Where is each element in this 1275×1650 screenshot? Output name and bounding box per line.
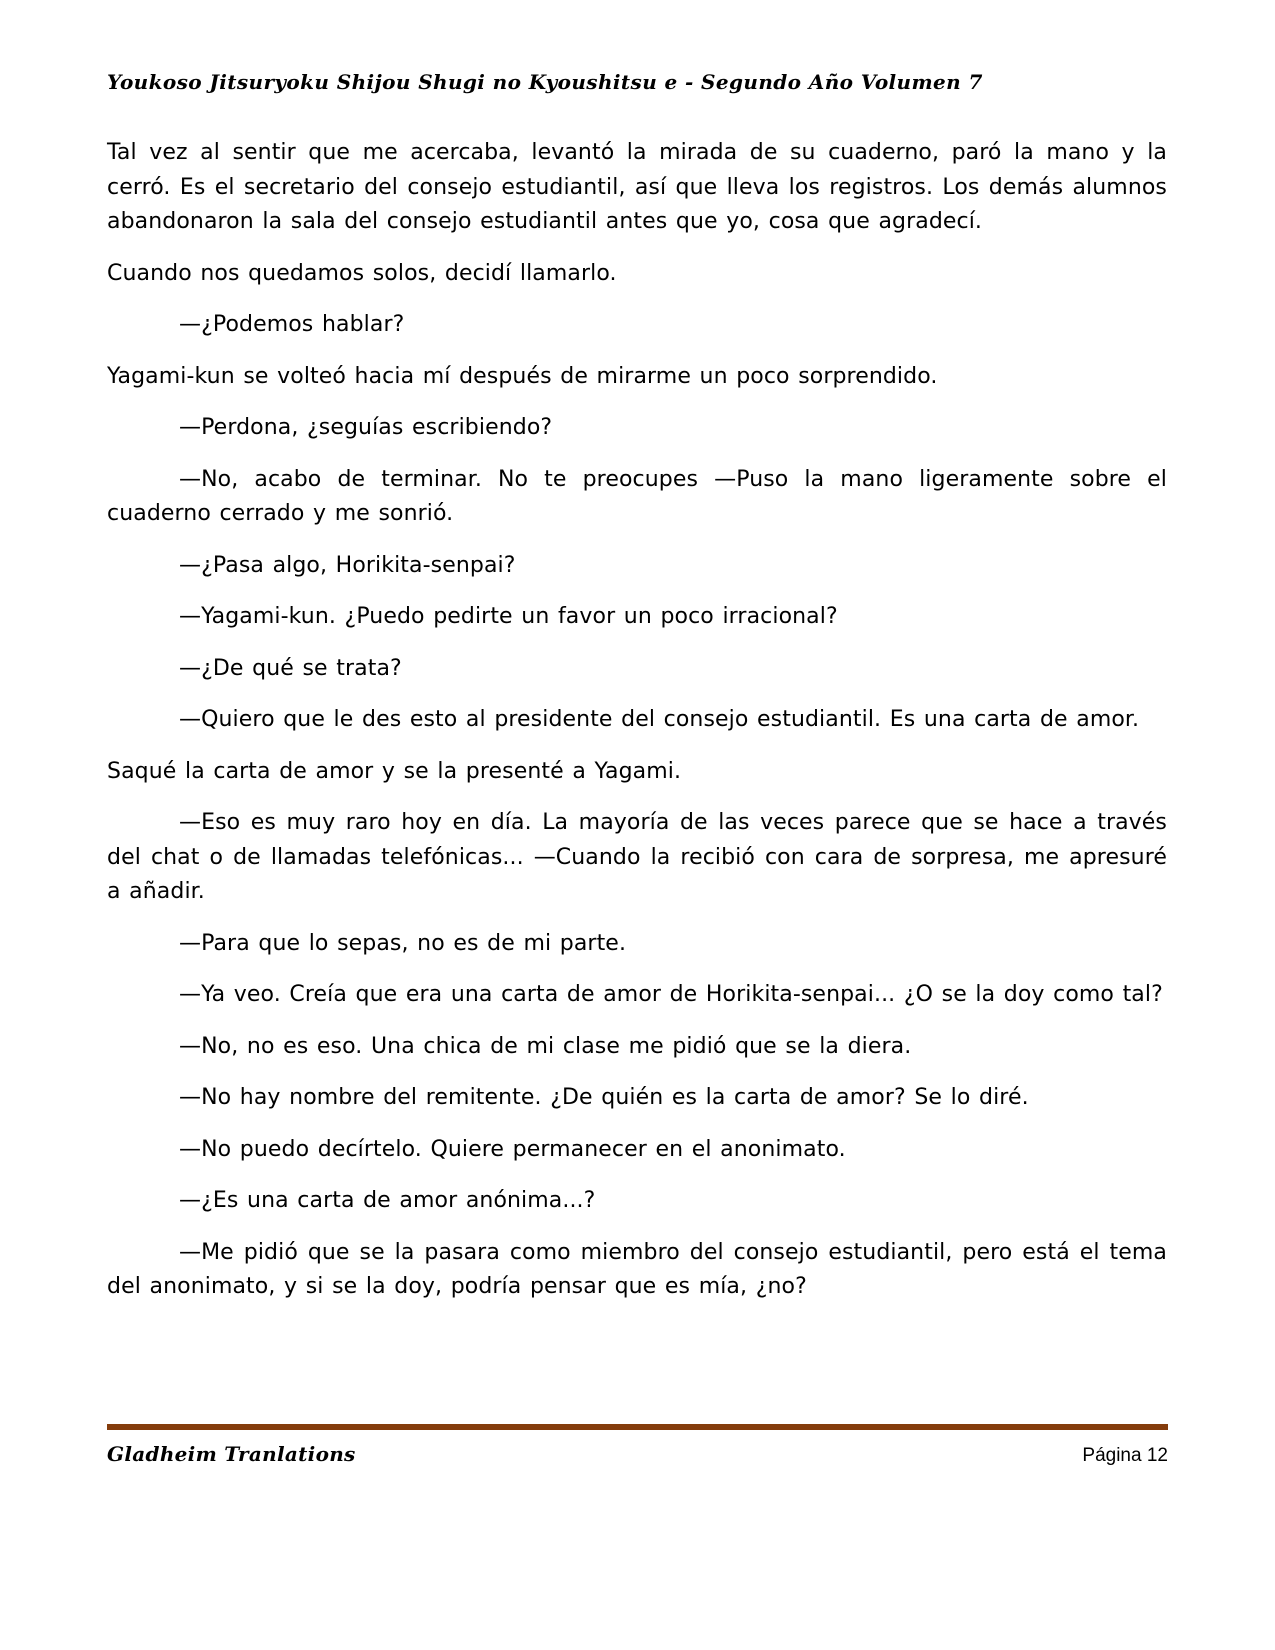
paragraph: —Eso es muy raro hoy en día. La mayoría de las veces parece que se hace a través del chat o de llamadas telefónicas... —Cuando la recibió con cara de sorpresa, me apresuré a añadir. bbox=[107, 810, 1167, 904]
page-label: Página bbox=[1082, 1445, 1142, 1466]
paragraph: —¿Pasa algo, Horikita-senpai? bbox=[179, 552, 516, 578]
body-text bbox=[107, 136, 1167, 1322]
footer-page-number bbox=[1082, 1445, 1168, 1467]
page-footer bbox=[107, 1442, 1168, 1467]
footer-translator-credit: Gladheim Tranlations bbox=[107, 1442, 356, 1466]
paragraph: —Ya veo. Creía que era una carta de amor de Horikita-senpai... ¿O se la doy como tal? bbox=[179, 982, 1163, 1007]
paragraph: —No, no es eso. Una chica de mi clase me pidió que se la diera. bbox=[179, 1033, 912, 1059]
footer-divider bbox=[107, 1424, 1168, 1430]
paragraph: Saqué la carta de amor y se la presenté a Yagami. bbox=[107, 758, 682, 784]
paragraph: Tal vez al sentir que me acercaba, levantó la mirada de su cuaderno, paró la mano y la cerró. Es el secretario del consejo estudiantil, así que lleva los registros. Los demás alumnos abandonaron la sala del consejo estudiantil antes que yo, cosa que agradecí. bbox=[107, 140, 1167, 234]
paragraph: —Quiero que le des esto al presidente del consejo estudiantil. Es una carta de amor. bbox=[179, 707, 1140, 732]
paragraph: Cuando nos quedamos solos, decidí llamarlo. bbox=[107, 260, 617, 286]
page-header bbox=[107, 70, 1168, 94]
paragraph: Yagami-kun se volteó hacia mí después de mirarme un poco sorprendido. bbox=[107, 363, 938, 389]
paragraph: —No, acabo de terminar. No te preocupes —Puso la mano ligeramente sobre el cuaderno cerrado y me sonrió. bbox=[107, 466, 1167, 526]
header-title: Youkoso Jitsuryoku Shijou Shugi no Kyoushitsu e - Segundo Año Volumen 7 bbox=[107, 70, 983, 94]
paragraph: —¿Es una carta de amor anónima...? bbox=[179, 1188, 596, 1213]
paragraph: —No hay nombre del remitente. ¿De quién es la carta de amor? Se lo diré. bbox=[179, 1085, 1029, 1110]
paragraph: —¿De qué se trata? bbox=[179, 655, 402, 681]
paragraph: —Me pidió que se la pasara como miembro del consejo estudiantil, pero está el tema del anonimato, y si se la doy, podría pensar que es mía, ¿no? bbox=[107, 1239, 1167, 1299]
paragraph: —Para que lo sepas, no es de mi parte. bbox=[179, 930, 627, 956]
paragraph: —No puedo decírtelo. Quiere permanecer en el anonimato. bbox=[179, 1136, 846, 1162]
paragraph: —Yagami-kun. ¿Puedo pedirte un favor un poco irracional? bbox=[179, 604, 838, 629]
paragraph: —Perdona, ¿seguías escribiendo? bbox=[179, 415, 553, 440]
page-number-value: 12 bbox=[1146, 1445, 1168, 1466]
paragraph: —¿Podemos hablar? bbox=[179, 312, 405, 337]
